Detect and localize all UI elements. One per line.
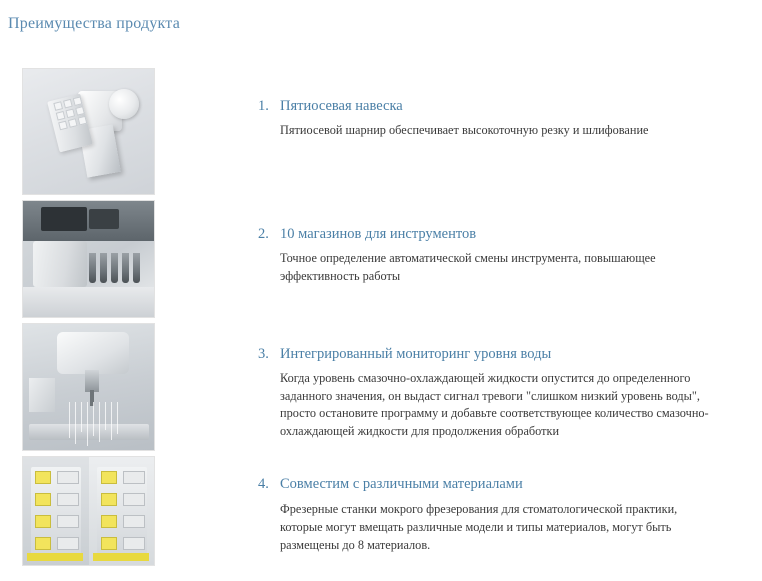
tool-magazine-photo	[22, 200, 155, 318]
tray-base-bar-left	[27, 553, 83, 561]
material-trays-photo	[22, 456, 155, 566]
feature-title: 10 магазинов для инструментов	[280, 226, 477, 242]
feature-item	[258, 476, 718, 554]
feature-number: 4.	[258, 476, 269, 492]
feature-body: Точное определение автоматической смены инструмента, повышающее эффективность работы	[280, 251, 656, 283]
figure-column	[22, 68, 155, 571]
feature-heading	[258, 476, 718, 493]
feature-number: 2.	[258, 226, 269, 242]
tray-left	[23, 457, 89, 565]
five-axis-mount-photo	[22, 68, 155, 195]
feature-body: Когда уровень смазочно-охлаждающей жидкости опустится до определенного заданного значения, он выдаст сигнал тревоги "слишком низкий уровень воды", просто остановите программу и добавьте соответствующее количество смазочно-охлаждающей жидкости для продолжения обработки	[280, 371, 709, 438]
dark-window-secondary-shape	[89, 209, 119, 229]
feature-body: Пятиосевой шарнир обеспечивает высокоточную резку и шлифование	[280, 123, 649, 137]
spindle-housing-shape	[33, 241, 87, 287]
feature-body: Фрезерные станки мокрого фрезерования для стоматологической практики, которые могут вмещать различные модели и типы материалов, могут быть размещены до 8 материалов.	[280, 502, 678, 552]
feature-title: Пятиосевая навеска	[280, 98, 403, 114]
feature-item	[258, 346, 718, 440]
tray-pair-group	[23, 457, 154, 565]
feature-heading	[258, 98, 718, 115]
feature-number: 1.	[258, 98, 269, 114]
machine-base-shape	[23, 287, 155, 317]
feature-title: Совместим с различными материалами	[280, 476, 523, 492]
spindle-nose-shape	[85, 370, 99, 392]
feature-number: 3.	[258, 346, 269, 362]
spindle-head-shape	[57, 332, 129, 374]
coolant-spray-group	[67, 402, 119, 446]
feature-item	[258, 226, 718, 285]
page-title: Преимущества продукта	[8, 15, 180, 32]
tray-right	[89, 457, 155, 565]
dark-window-shape	[41, 207, 87, 231]
feature-item	[258, 98, 718, 140]
feature-title: Интегрированный мониторинг уровня воды	[280, 346, 552, 362]
fixture-block-shape	[29, 378, 55, 412]
feature-heading	[258, 346, 718, 363]
feature-heading	[258, 226, 718, 243]
rotary-disc-shape	[109, 89, 139, 119]
tray-base-bar-right	[93, 553, 149, 561]
coolant-monitoring-photo	[22, 323, 155, 451]
